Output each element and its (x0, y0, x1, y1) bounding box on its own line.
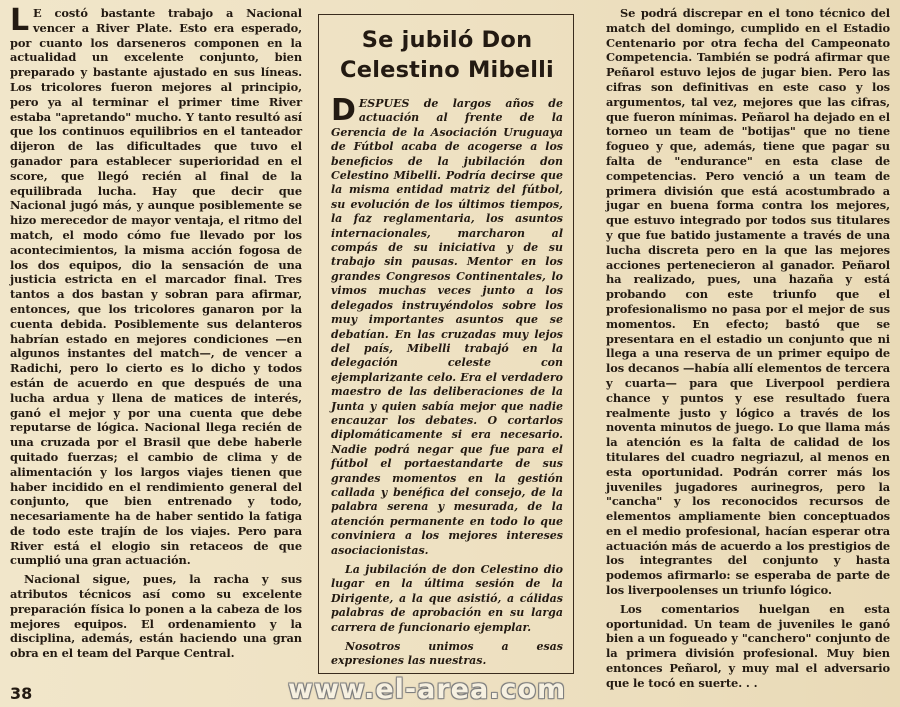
page-number: 38 (10, 684, 33, 703)
site-watermark: www.el-area.com (288, 674, 567, 705)
box-paragraph-1 (331, 93, 563, 558)
left-paragraph-1-text: E costó bastante trabajo a Nacional vencer a River Plate. Esto era esperado, por cuanto los darseneros componen en la actualidad un excelente conjunto, bien preparado y bastante ajustado en sus líneas. Los tricolores fueron mejores al principio, pero ya al terminar el primer time River estaba "apretando" mucho. Y tanto resultó así que los continuos equilibrios en el tanteador dijeron de las dificultades que tuvo el ganador para establecer superioridad en el score, que llegó recién al final de la equilibrada lucha. Hay que decir que Nacional jugó más, y aunque posiblemente se hizo merecedor de mayor ventaja, el ritmo del match, el modo cómo fue llevado por los acontecimientos, la misma acción fogosa de los dos equipos, dio la sensación de una justicia estricta en el marcador final. Tres tantos a dos bastan y sobran para afirmar, entonces, que los tricolores ganaron por la cuenta debida. Posiblemente sus delanteros habrían estado en mejores condiciones —en algunos instantes del match—, de vencer a Radichi, pero lo cierto es lo dicho y todos están de acuerdo en que después de una lucha ardua y llena de matices de interés, ganó el mejor y por una cuenta que debe reputarse de lógica. Nacional llega recién de una cruzada por el Brasil que debe haberle quitado fuerzas; el cambio de clima y de alimentación y los largos viajes tienen que haber incidido en el rendimiento general del conjunto, que bien entrenado y todo, necesariamente ha de haber sentido la fatiga de todo este trajín de los viajes. Pero para River está el elogio sin retaceos de que cumplió una gran actuación. (10, 6, 302, 568)
retirement-article-box (318, 14, 574, 674)
right-paragraph-1: Se podrá discrepar en el tono técnico del match del domingo, cumplido en el Estadio Centenario por otra fecha del Campeonato Competencia. También se podrá afirmar que Peñarol estuvo lejos de jugar bien. Pero las cifras son definitivas en este caso y los argumentos, tal vez, mejores que las cifras, que fueron mínimas. Peñarol ha dejado en el torneo un team de "botijas" que no tiene fogueo y que, además, tiene que pagar su falta de "endurance" en esta clase de competencias. Pero venció a un team de primera división que está acostumbrado a jugar en buena forma contra los mejores, que estuvo integrado por todos sus titulares y que fue batido justamente a través de una lucha discreta pero en la que las mejores acciones pertenecieron al ganador. Peñarol ha realizado, pues, una hazaña y está probando con este triunfo que el profesionalismo no pasa por el mejor de sus momentos. En efecto; bastó que se presentara en el estadio un conjunto que ni llega a una reserva de un primer equipo de los decanos —había allí elementos de tercera y cuarta— para que Liverpool perdiera chance y puntos y ese resultado fuera realmente justo y lógico a través de los noventa minutos de juego. Lo que llama más la atención es la falta de calidad de los titulares del cuadro negriazul, al menos en esta oportunidad. Podrán correr más los juveniles jugadores aurinegros, pero la "cancha" y los reconocidos recursos de elementos ampliamente bien conceptuados en el medio profesional, hacían esperar otra actuación más de acuerdo a los prestigios de los integrantes del conjunto y hasta podemos afirmarlo: se esperaba de parte de los liverpoolenses un triunfo lógico. (606, 6, 890, 598)
right-paragraph-2: Los comentarios huelgan en esta oportunidad. Un team de juveniles le ganó bien a un fogueado y "canchero" conjunto de la primera división profesional. Muy bien entonces Peñarol, y muy mal el adversario que le tocó en suerte. . . (606, 601, 890, 690)
box-paragraph-1-text: ESPUES de largos años de actuación al frente de la Gerencia de la Asociación Uruguaya de Fútbol acaba de acogerse a los beneficios de la jubilación don Celestino Mibelli. Podría decirse que la misma entidad matriz del fútbol, su evolución de los últimos tiempos, la faz reglamentaria, los asuntos internacionales, marcharon al compás de su iniciativa y de su trabajo sin pausas. Mentor en los grandes Congresos Continentales, lo vimos muchas veces junto a los delegados instruyéndolos sobre los muy importantes asuntos que se debatían. En las cruzadas muy lejos del país, Mibelli trabajó en la delegación celeste con ejemplarizante celo. Era el verdadero maestro de las deliberaciones de la Junta y quien sabía mejor que nadie encauzar los debates. O cortarlos diplomáticamente si era necesario. Nadie podrá negar que fue para el fútbol el portaestandarte de sus grandes momentos en la gestión callada y benéfica del consejo, de la palabra serena y mesurada, de la atención permanente en todo lo que conviniera a los mejores intereses asociacionistas. (331, 97, 563, 557)
left-drop-cap: L (10, 3, 30, 38)
retirement-article-body (331, 93, 563, 669)
retirement-article-title: Se jubiló Don Celestino Mibelli (340, 27, 554, 83)
right-column-article (606, 6, 890, 695)
left-paragraph-2: Nacional sigue, pues, la racha y sus atributos técnicos así como su excelente preparación física lo ponen a la cabeza de los mejores equipos. El ordenamiento y la disciplina, además, están haciendo una gran obra en el team del Parque Central. (10, 572, 302, 661)
left-column-article (10, 3, 302, 665)
box-paragraph-2: La jubilación de don Celestino dio lugar en la última sesión de la Dirigente, a la que asistió, a cálidas palabras de aprobación en su larga carrera de funcionario ejemplar. (331, 563, 563, 634)
box-paragraph-3: Nosotros unimos a esas expresiones las nuestras. (331, 640, 563, 668)
box-drop-cap: D (331, 93, 356, 128)
left-paragraph-1 (10, 3, 302, 568)
